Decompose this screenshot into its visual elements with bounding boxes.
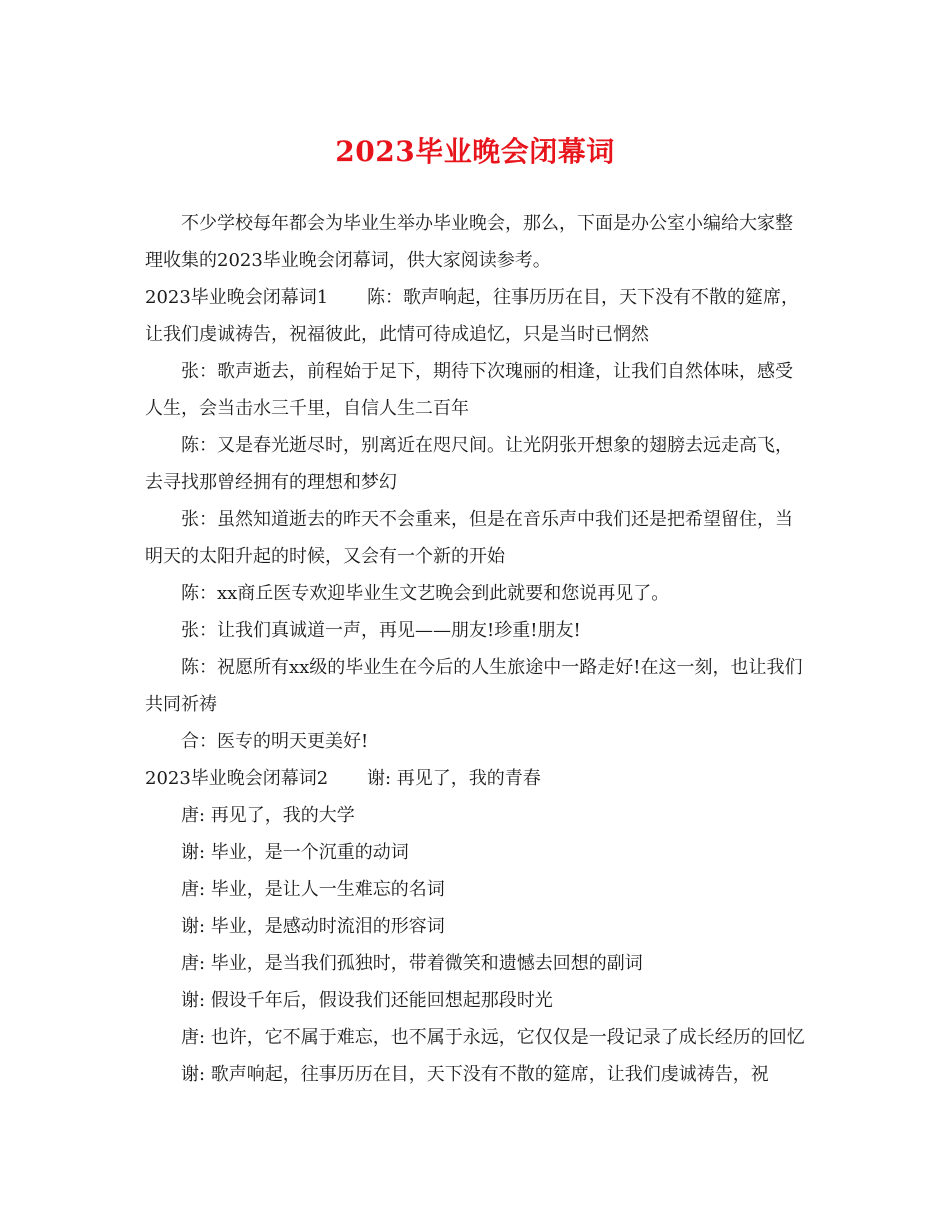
paragraph-text: 谢: 歌声响起，往事历历在目，天下没有不散的筵席，让我们虔诚祷告，祝	[181, 1064, 769, 1085]
paragraph-text: 张：歌声逝去，前程始于足下，期待下次瑰丽的相逢，让我们自然体味，感受人生，会当击水三千里，自信人生二百年	[145, 361, 793, 419]
section-heading-paragraph	[145, 760, 805, 797]
paragraph-text: 陈：祝愿所有xx级的毕业生在今后的人生旅途中一路走好!在这一刻，也让我们共同祈祷	[145, 657, 803, 715]
paragraph	[145, 723, 805, 760]
paragraph	[145, 427, 805, 501]
paragraph-text: 唐: 再见了，我的大学	[181, 805, 355, 826]
section-label: 2023毕业晚会闭幕词1	[145, 287, 329, 308]
paragraph-text: 张：让我们真诚道一声，再见——朋友!珍重!朋友!	[181, 620, 581, 641]
paragraph-text: 谢: 假设千年后，假设我们还能回想起那段时光	[181, 990, 553, 1011]
paragraph	[145, 205, 805, 279]
paragraph	[145, 834, 805, 871]
paragraph-text: 谢: 再见了，我的青春	[367, 768, 541, 789]
paragraph-text: 陈：歌声响起，往事历历在目，天下没有不散的筵席，让我们虔诚祷告，祝福彼此，此情可待成追忆，只是当时已惘然	[145, 287, 799, 345]
paragraph	[145, 871, 805, 908]
paragraph	[145, 908, 805, 945]
paragraph	[145, 945, 805, 982]
document-body	[145, 205, 805, 1093]
document-title: 2023毕业晚会闭幕词	[335, 135, 615, 168]
paragraph	[145, 501, 805, 575]
paragraph	[145, 1056, 805, 1093]
paragraph-text: 不少学校每年都会为毕业生举办毕业晚会，那么，下面是办公室小编给大家整理收集的2023毕业晚会闭幕词，供大家阅读参考。	[145, 213, 793, 271]
paragraph-text: 张：虽然知道逝去的昨天不会重来，但是在音乐声中我们还是把希望留住，当明天的太阳升起的时候，又会有一个新的开始	[145, 509, 793, 567]
section-label: 2023毕业晚会闭幕词2	[145, 768, 329, 789]
paragraph-text: 谢: 毕业，是感动时流泪的形容词	[181, 916, 445, 937]
paragraph	[145, 1019, 805, 1056]
paragraph	[145, 797, 805, 834]
paragraph-text: 唐: 也许，它不属于难忘，也不属于永远，它仅仅是一段记录了成长经历的回忆	[181, 1027, 805, 1048]
paragraph-text: 陈：xx商丘医专欢迎毕业生文艺晚会到此就要和您说再见了。	[181, 583, 670, 604]
paragraph	[145, 612, 805, 649]
section-heading-paragraph	[145, 279, 805, 353]
paragraph-text: 陈：又是春光逝尽时，别离近在咫尺间。让光阴张开想象的翅膀去远走高飞，去寻找那曾经拥有的理想和梦幻	[145, 435, 793, 493]
paragraph	[145, 649, 805, 723]
paragraph-text: 唐: 毕业，是当我们孤独时，带着微笑和遗憾去回想的副词	[181, 953, 643, 974]
paragraph-text: 合：医专的明天更美好!	[181, 731, 369, 752]
paragraph-text: 谢: 毕业，是一个沉重的动词	[181, 842, 409, 863]
paragraph	[145, 353, 805, 427]
paragraph-text: 唐: 毕业，是让人一生难忘的名词	[181, 879, 445, 900]
paragraph	[145, 982, 805, 1019]
paragraph	[145, 575, 805, 612]
